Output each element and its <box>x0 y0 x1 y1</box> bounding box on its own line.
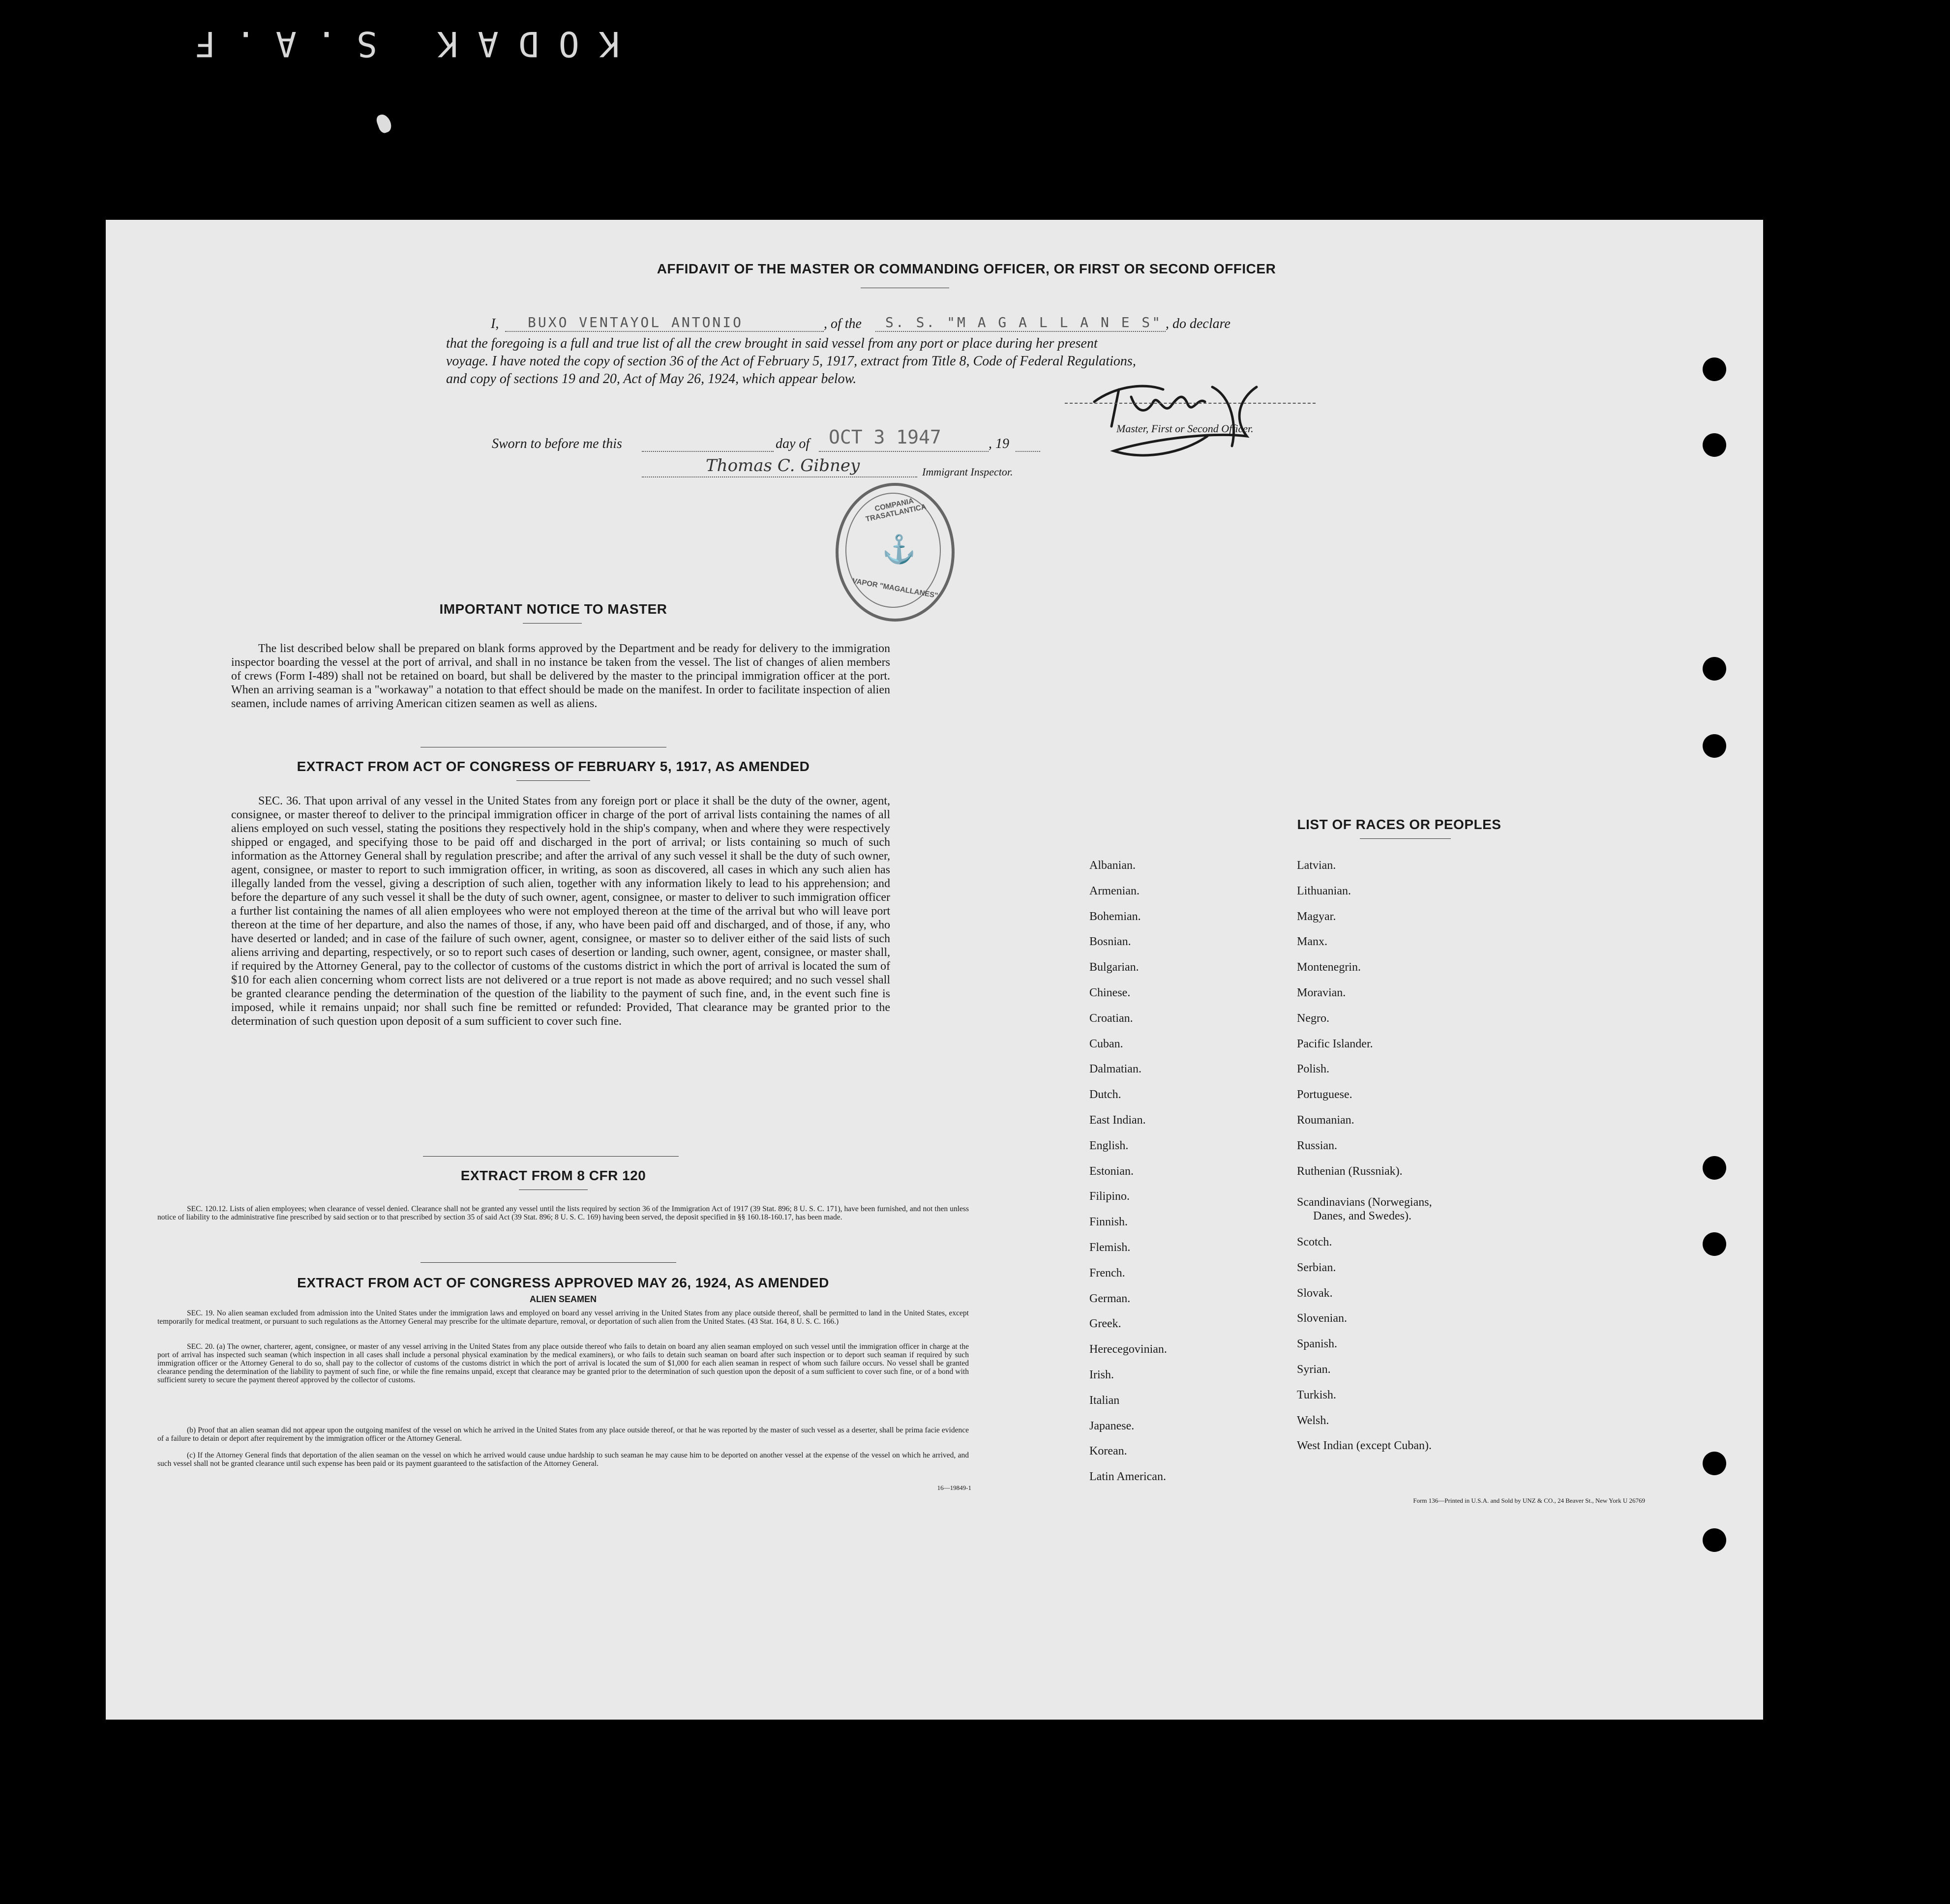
sec-20c-text: (c) If the Attorney General finds that deportation of the alien seaman on the vessel on which he arrived would cause undue hardship to such seaman he may cause him to be deported on another vessel at the expense of the vessel on which he arrived, and such vessel shall not be granted clearance until such expense has been paid or its payment guaranteed to the satisfaction of the Attorney General. <box>157 1451 969 1468</box>
binder-hole <box>1703 657 1726 681</box>
race-item: Polish. <box>1297 1063 1330 1076</box>
extract-1917-text: SEC. 36. That upon arrival of any vessel in the United States from any foreign port or place it shall be the duty of the owner, agent, consignee, or master thereof to deliver to the principal immigration officer in charge of the port of arrival lists containing the names of all aliens employed on such vessel, stating the positions they respectively hold in the ship's company, when and where they were respectively shipped or engaged, and specifying those to be paid off and discharged in the port of arrival; or lists containing so much of such information as the Attorney General shall by regulation prescribe; and after the arrival of any such vessel it shall be the duty of such owner, agent, consignee, or master to report to such immigration officer, in writing, as soon as discovered, all cases in which any such alien has illegally landed from the vessel, giving a description of such alien, together with any information likely to lead to his apprehension; and before the departure of any such vessel it shall be the duty of such owner, agent, consignee, or master to deliver to such immigration officer a further list containing the names of all alien employees who were not employed thereon at the time of the arrival but who will leave port thereon at the time of her departure, and also the names of those, if any, who have been paid off and discharged, and of those, if any, who have deserted or landed; and in case of the failure of such owner, agent, consignee, or master so to deliver either of the said lists of such aliens arriving and departing, respectively, or so to report such cases of desertion or landing, such owner, agent, consignee, or master shall, if required by the Attorney General, pay to the collector of customs of the customs district in which the port of arrival is located the sum of $10 for each alien concerning whom correct lists are not delivered or a true report is not made as above required; and no such vessel shall be granted clearance pending the determination of the question of the liability to the payment of such fine, and, in the event such fine is imposed, while it remains unpaid; nor shall such fine be remitted or refunded: Provided, That clearance may be granted prior to the determination of such question upon deposit of a sum sufficient to cover such fine. <box>231 795 890 1028</box>
race-item: Korean. <box>1089 1445 1127 1458</box>
year-line <box>1016 440 1040 452</box>
form-footer: Form 136—Printed in U.S.A. and Sold by UNZ & CO., 24 Beaver St., New York U 26769 <box>1413 1497 1645 1504</box>
race-item: German. <box>1089 1292 1131 1305</box>
race-item: Russian. <box>1297 1139 1338 1152</box>
film-edge-marking: KODAK S.A.F <box>175 24 620 64</box>
race-item: Flemish. <box>1089 1241 1131 1254</box>
race-item: Scandinavians (Norwegians, <box>1297 1196 1432 1209</box>
extract-1924-subtitle: ALIEN SEAMEN <box>529 1294 597 1304</box>
inspector-signature-line <box>642 456 917 477</box>
race-item: Greek. <box>1089 1317 1121 1331</box>
sworn-label: Sworn to before me this <box>492 436 622 451</box>
film-speck <box>375 113 393 135</box>
ship-name: S. S. "M A G A L L A N E S" <box>885 314 1163 330</box>
form-code: 16—19849-1 <box>937 1484 971 1491</box>
race-item: Filipino. <box>1089 1190 1130 1203</box>
divider <box>1360 838 1451 839</box>
binder-hole <box>1703 433 1726 457</box>
race-item: Chinese. <box>1089 986 1131 999</box>
divider <box>420 1262 676 1263</box>
day-of-label: day of <box>776 436 810 451</box>
inspector-signature: Thomas C. Gibney <box>706 456 860 476</box>
race-item: Italian <box>1089 1394 1120 1407</box>
ship-name-line <box>875 314 1166 332</box>
race-item: Latin American. <box>1089 1470 1166 1484</box>
race-item: Irish. <box>1089 1368 1114 1381</box>
of-the-label: , of the <box>824 316 862 331</box>
master-name-line <box>505 314 824 332</box>
extract-1917-title: EXTRACT FROM ACT OF CONGRESS OF FEBRUARY 5, 1917, AS AMENDED <box>297 759 810 774</box>
race-item: Scotch. <box>1297 1236 1332 1249</box>
day-line <box>642 440 774 452</box>
race-item: Latvian. <box>1297 859 1336 872</box>
race-item: Bohemian. <box>1089 910 1141 923</box>
race-item: Dutch. <box>1089 1088 1121 1101</box>
race-item: Dalmatian. <box>1089 1063 1141 1076</box>
inspector-caption: Immigrant Inspector. <box>922 466 1013 478</box>
race-item: Bosnian. <box>1089 935 1131 949</box>
race-item: Estonian. <box>1089 1164 1134 1178</box>
seal-outer-text: COMPANIA TRASATLANTICA <box>865 496 927 524</box>
race-item: Slovak. <box>1297 1286 1333 1300</box>
race-item: Finnish. <box>1089 1216 1128 1229</box>
race-item: Herecegovinian. <box>1089 1343 1167 1356</box>
race-item: Croatian. <box>1089 1012 1133 1025</box>
cfr-text: SEC. 120.12. Lists of alien employees; when clearance of vessel denied. Clearance shall not be granted any vessel until the lists required by section 36 of the Immigration Act of 1917 (39 Stat. 896; 8 U. S. C. 171), have been furnished, and not then unless notice of liability to the administrative fine prescribed by said section or to that prescribed by section 35 of said Act (39 Stat. 896; 8 U. S. C. 169) having been served, the deposit specified in §§ 160.18-160.17, has been made. <box>157 1205 969 1221</box>
divider <box>523 623 582 624</box>
affidavit-line-3: voyage. I have noted the copy of section 36 of the Act of February 5, 1917, extract from Title 8, Code of Federal Regulations, <box>446 354 1136 369</box>
race-item: Moravian. <box>1297 986 1346 999</box>
master-signature <box>1084 367 1360 466</box>
anchor-icon: ⚓ <box>882 535 916 565</box>
race-item: Spanish. <box>1297 1338 1338 1351</box>
master-signature-line <box>1065 402 1316 404</box>
manifest-page <box>106 220 1763 1720</box>
race-item: Albanian. <box>1089 859 1136 872</box>
race-item: Pacific Islander. <box>1297 1037 1373 1050</box>
do-declare-label: , do declare <box>1166 316 1230 331</box>
seal-lower-text: VAPOR "MAGALLANES" <box>851 576 939 600</box>
binder-hole <box>1703 734 1726 758</box>
race-item: Bulgarian. <box>1089 961 1139 974</box>
race-item: Syrian. <box>1297 1363 1331 1376</box>
race-item: Cuban. <box>1089 1037 1123 1050</box>
race-item: Turkish. <box>1297 1388 1336 1401</box>
binder-hole <box>1703 1452 1726 1475</box>
race-item: Manx. <box>1297 935 1327 949</box>
race-item: Portuguese. <box>1297 1088 1352 1101</box>
race-item: Japanese. <box>1089 1419 1135 1432</box>
race-item: Serbian. <box>1297 1261 1336 1274</box>
affidavit-title: AFFIDAVIT OF THE MASTER OR COMMANDING OFFICER, OR FIRST OR SECOND OFFICER <box>657 261 1276 276</box>
race-item: English. <box>1089 1139 1129 1152</box>
date-line <box>819 426 989 452</box>
race-item: Danes, and Swedes). <box>1313 1210 1411 1222</box>
master-caption: Master, First or Second Officer. <box>1116 422 1254 435</box>
notice-title: IMPORTANT NOTICE TO MASTER <box>439 601 667 617</box>
cfr-title: EXTRACT FROM 8 CFR 120 <box>460 1168 646 1183</box>
affidavit-line-4: and copy of sections 19 and 20, Act of May 26, 1924, which appear below. <box>446 371 857 387</box>
extract-1924-title: EXTRACT FROM ACT OF CONGRESS APPROVED MAY 26, 1924, AS AMENDED <box>297 1275 829 1290</box>
company-seal <box>836 483 955 622</box>
race-item: Armenian. <box>1089 884 1140 897</box>
affidavit-line-2: that the foregoing is a full and true list of all the crew brought in said vessel from any port or place during her present <box>446 336 1098 351</box>
notice-text: The list described below shall be prepared on blank forms approved by the Department and be ready for delivery to the immigration inspector boarding the vessel at the port of arrival, and shall in no instance be taken from the vessel. The list of changes of alien members of crews (Form I-489) shall not be retained on board, but shall be delivered by the master to the principal immigration officer at the port. When an arriving seaman is a "workaway" a notation to that effect should be made on the manifest. In order to facilitate inspection of alien seamen, include names of arriving American citizen seamen as well as aliens. <box>231 642 890 710</box>
sec-20a-text: SEC. 20. (a) The owner, charterer, agent, consignee, or master of any vessel arriving in the United States from any place outside thereof who fails to detain on board any alien seaman employed on such vessel until the immigration officer in charge at the port of arrival has inspected such seaman (which inspection in all cases shall include a personal physical examination by the medical examiners), or who fails to detain such seaman on board after such inspection or to deport such seaman if required by such immigration officer or the Attorney General to do so, shall pay to the collector of customs of the customs district in which the port of arrival is located the sum of $1,000 for each alien seaman in respect of whom such failure occurs. No vessel shall be granted clearance pending the determination of the liability to payment of such fine, or while the fine remains unpaid, except that clearance may be granted prior to the determination of such question upon the deposit of a sum sufficient to cover such fine, or of a bond with sufficient surety to secure the payment thereof approved by the collector of customs. <box>157 1342 969 1384</box>
divider <box>423 1156 679 1157</box>
race-item: Negro. <box>1297 1012 1329 1025</box>
sec-20b-text: (b) Proof that an alien seaman did not appear upon the outgoing manifest of the vessel on which he arrived in the United States from any place outside thereof, or that he was reported by the master of such vessel as a deserter, shall be prima facie evidence of a failure to detain or deport after requirement by the immigration officer or the Attorney General. <box>157 1426 969 1443</box>
binder-hole <box>1703 357 1726 381</box>
race-item: East Indian. <box>1089 1114 1146 1127</box>
race-item: Roumanian. <box>1297 1114 1354 1127</box>
race-item: Ruthenian (Russniak). <box>1297 1164 1403 1178</box>
race-item: Welsh. <box>1297 1414 1329 1427</box>
race-item: Magyar. <box>1297 910 1336 923</box>
race-item: Montenegrin. <box>1297 961 1361 974</box>
binder-hole <box>1703 1232 1726 1256</box>
divider <box>516 780 590 781</box>
master-name: BUXO VENTAYOL ANTONIO <box>528 314 744 330</box>
binder-hole <box>1703 1528 1726 1552</box>
race-item: Lithuanian. <box>1297 884 1351 897</box>
race-item: West Indian (except Cuban). <box>1297 1439 1432 1453</box>
race-item: French. <box>1089 1266 1125 1279</box>
affidavit-i-label: I, <box>491 316 499 331</box>
year-label: , 19 <box>989 436 1009 451</box>
binder-hole <box>1703 1156 1726 1180</box>
race-item: Slovenian. <box>1297 1312 1347 1325</box>
races-title: LIST OF RACES OR PEOPLES <box>1297 817 1501 832</box>
sec-19-text: SEC. 19. No alien seaman excluded from admission into the United States under the immigration laws and employed on board any vessel arriving in the United States from any place outside thereof, shall be permitted to land in the United States, except temporarily for medical treatment, or pursuant to such regulations as the Attorney General may prescribe for the ultimate departure, removal, or deportation of such alien from the United States. (43 Stat. 164, 8 U. S. C. 166.) <box>157 1309 969 1326</box>
date-stamp: OCT 3 1947 <box>829 426 941 448</box>
